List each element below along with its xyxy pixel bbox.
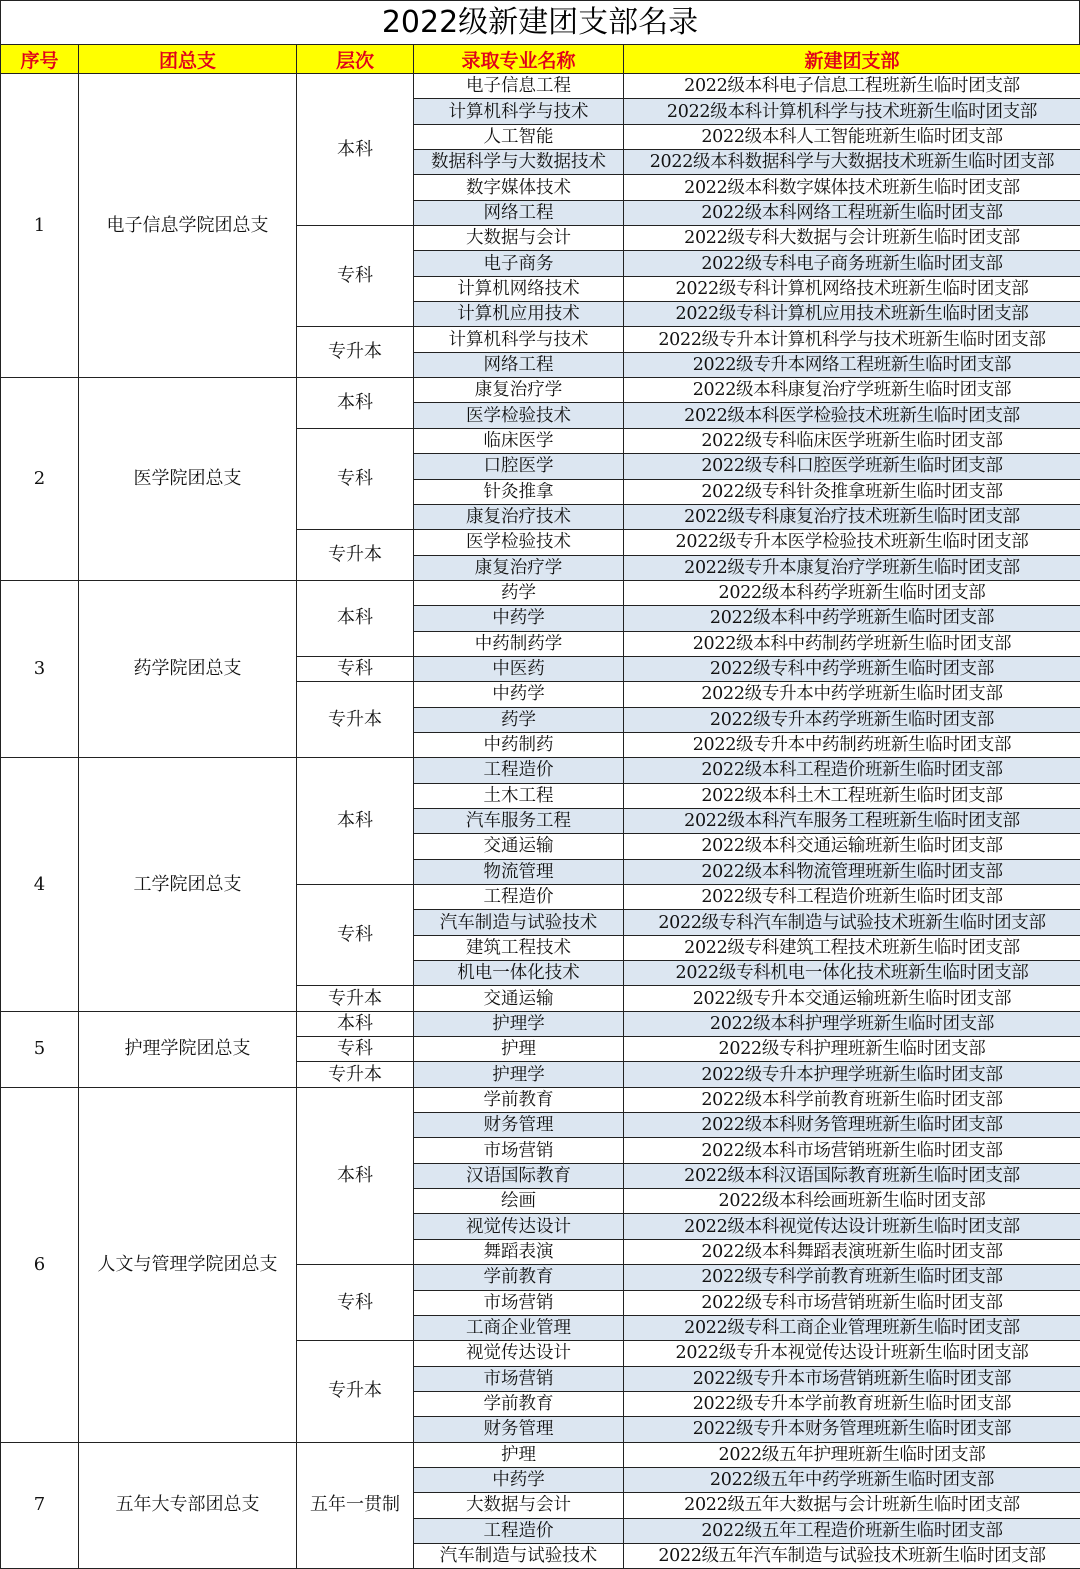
major-cell: 汽车制造与试验技术 <box>414 1543 624 1568</box>
major-cell: 学前教育 <box>414 1087 624 1112</box>
major-cell: 护理 <box>414 1037 624 1062</box>
table-row <box>1 1011 1080 1036</box>
page-title: 2022级新建团支部名录 <box>0 0 1080 44</box>
level-cell: 专科 <box>297 656 414 681</box>
new-branch-cell: 2022级本科财务管理班新生临时团支部 <box>624 1113 1080 1138</box>
major-cell: 汉语国际教育 <box>414 1163 624 1188</box>
group-index: 2 <box>1 378 79 581</box>
new-branch-cell: 2022级专科建筑工程技术班新生临时团支部 <box>624 935 1080 960</box>
major-cell: 数据科学与大数据技术 <box>414 150 624 175</box>
new-branch-cell: 2022级专科临床医学班新生临时团支部 <box>624 428 1080 453</box>
new-branch-cell: 2022级专科电子商务班新生临时团支部 <box>624 251 1080 276</box>
new-branch-cell: 2022级专科大数据与会计班新生临时团支部 <box>624 226 1080 251</box>
major-cell: 数字媒体技术 <box>414 175 624 200</box>
new-branch-cell: 2022级本科中药学班新生临时团支部 <box>624 606 1080 631</box>
new-branch-cell: 2022级本科数据科学与大数据技术班新生临时团支部 <box>624 150 1080 175</box>
major-cell: 中药学 <box>414 1467 624 1492</box>
major-cell: 学前教育 <box>414 1391 624 1416</box>
group-index: 3 <box>1 580 79 757</box>
major-cell: 康复治疗学 <box>414 555 624 580</box>
major-cell: 舞蹈表演 <box>414 1239 624 1264</box>
level-cell: 专科 <box>297 1037 414 1062</box>
major-cell: 口腔医学 <box>414 454 624 479</box>
new-branch-cell: 2022级本科交通运输班新生临时团支部 <box>624 834 1080 859</box>
major-cell: 大数据与会计 <box>414 226 624 251</box>
new-branch-cell: 2022级五年护理班新生临时团支部 <box>624 1442 1080 1467</box>
new-branch-cell: 2022级本科视觉传达设计班新生临时团支部 <box>624 1214 1080 1239</box>
new-branch-cell: 2022级本科药学班新生临时团支部 <box>624 580 1080 605</box>
table-row <box>1 378 1080 403</box>
major-cell: 药学 <box>414 707 624 732</box>
major-cell: 计算机应用技术 <box>414 302 624 327</box>
major-cell: 工商企业管理 <box>414 1315 624 1340</box>
table-row <box>1 1087 1080 1112</box>
level-cell: 专科 <box>297 885 414 986</box>
new-branch-cell: 2022级本科计算机科学与技术班新生临时团支部 <box>624 99 1080 124</box>
level-cell: 本科 <box>297 378 414 429</box>
major-cell: 计算机科学与技术 <box>414 99 624 124</box>
group-index: 7 <box>1 1442 79 1569</box>
major-cell: 中药制药学 <box>414 631 624 656</box>
new-branch-cell: 2022级专科汽车制造与试验技术班新生临时团支部 <box>624 910 1080 935</box>
new-branch-cell: 2022级专升本中药学班新生临时团支部 <box>624 682 1080 707</box>
major-cell: 网络工程 <box>414 200 624 225</box>
new-branch-cell: 2022级本科舞蹈表演班新生临时团支部 <box>624 1239 1080 1264</box>
new-branch-cell: 2022级专科计算机应用技术班新生临时团支部 <box>624 302 1080 327</box>
new-branch-cell: 2022级本科中药制药学班新生临时团支部 <box>624 631 1080 656</box>
new-branch-cell: 2022级专科学前教育班新生临时团支部 <box>624 1265 1080 1290</box>
group-branch: 工学院团总支 <box>79 758 297 1011</box>
major-cell: 交通运输 <box>414 834 624 859</box>
major-cell: 物流管理 <box>414 859 624 884</box>
major-cell: 人工智能 <box>414 124 624 149</box>
new-branch-cell: 2022级本科绘画班新生临时团支部 <box>624 1189 1080 1214</box>
major-cell: 护理 <box>414 1442 624 1467</box>
new-branch-cell: 2022级专升本计算机科学与技术班新生临时团支部 <box>624 327 1080 352</box>
level-cell: 专升本 <box>297 682 414 758</box>
new-branch-cell: 2022级专科康复治疗技术班新生临时团支部 <box>624 504 1080 529</box>
table-row <box>1 74 1080 99</box>
level-cell: 专升本 <box>297 1341 414 1442</box>
major-cell: 电子商务 <box>414 251 624 276</box>
major-cell: 医学检验技术 <box>414 530 624 555</box>
new-branch-cell: 2022级本科市场营销班新生临时团支部 <box>624 1138 1080 1163</box>
new-branch-cell: 2022级专升本康复治疗学班新生临时团支部 <box>624 555 1080 580</box>
new-branch-cell: 2022级本科电子信息工程班新生临时团支部 <box>624 74 1080 99</box>
major-cell: 临床医学 <box>414 428 624 453</box>
major-cell: 工程造价 <box>414 1518 624 1543</box>
major-cell: 针灸推拿 <box>414 479 624 504</box>
new-branch-cell: 2022级专科工商企业管理班新生临时团支部 <box>624 1315 1080 1340</box>
table-row <box>1 1442 1080 1467</box>
group-branch: 医学院团总支 <box>79 378 297 581</box>
level-cell: 本科 <box>297 74 414 226</box>
level-cell: 专科 <box>297 428 414 529</box>
major-cell: 财务管理 <box>414 1417 624 1442</box>
new-branch-cell: 2022级本科康复治疗学班新生临时团支部 <box>624 378 1080 403</box>
new-branch-cell: 2022级本科数字媒体技术班新生临时团支部 <box>624 175 1080 200</box>
new-branch-cell: 2022级专升本医学检验技术班新生临时团支部 <box>624 530 1080 555</box>
group-index: 5 <box>1 1011 79 1087</box>
major-cell: 土木工程 <box>414 783 624 808</box>
new-branch-cell: 2022级本科工程造价班新生临时团支部 <box>624 758 1080 783</box>
new-branch-cell: 2022级本科汽车服务工程班新生临时团支部 <box>624 808 1080 833</box>
major-cell: 市场营销 <box>414 1290 624 1315</box>
major-cell: 市场营销 <box>414 1366 624 1391</box>
new-branch-cell: 2022级专升本护理学班新生临时团支部 <box>624 1062 1080 1087</box>
major-cell: 中药学 <box>414 682 624 707</box>
major-cell: 财务管理 <box>414 1113 624 1138</box>
major-cell: 中医药 <box>414 656 624 681</box>
new-branch-cell: 2022级专科机电一体化技术班新生临时团支部 <box>624 961 1080 986</box>
major-cell: 汽车制造与试验技术 <box>414 910 624 935</box>
major-cell: 中药学 <box>414 606 624 631</box>
header-index: 序号 <box>1 45 79 74</box>
level-cell: 专升本 <box>297 1062 414 1087</box>
group-index: 6 <box>1 1087 79 1442</box>
new-branch-cell: 2022级五年工程造价班新生临时团支部 <box>624 1518 1080 1543</box>
major-cell: 医学检验技术 <box>414 403 624 428</box>
major-cell: 视觉传达设计 <box>414 1341 624 1366</box>
major-cell: 计算机科学与技术 <box>414 327 624 352</box>
new-branch-cell: 2022级本科汉语国际教育班新生临时团支部 <box>624 1163 1080 1188</box>
group-branch: 电子信息学院团总支 <box>79 74 297 378</box>
new-branch-cell: 2022级专科工程造价班新生临时团支部 <box>624 885 1080 910</box>
level-cell: 本科 <box>297 1011 414 1036</box>
header-branch: 团总支 <box>79 45 297 74</box>
group-branch: 药学院团总支 <box>79 580 297 757</box>
group-branch: 五年大专部团总支 <box>79 1442 297 1569</box>
new-branch-cell: 2022级专升本药学班新生临时团支部 <box>624 707 1080 732</box>
new-branch-cell: 2022级专科计算机网络技术班新生临时团支部 <box>624 276 1080 301</box>
new-branch-cell: 2022级本科学前教育班新生临时团支部 <box>624 1087 1080 1112</box>
new-branch-cell: 2022级专升本中药制药班新生临时团支部 <box>624 732 1080 757</box>
level-cell: 本科 <box>297 580 414 656</box>
group-branch: 人文与管理学院团总支 <box>79 1087 297 1442</box>
major-cell: 护理学 <box>414 1062 624 1087</box>
new-branch-cell: 2022级本科物流管理班新生临时团支部 <box>624 859 1080 884</box>
new-branch-cell: 2022级专升本交通运输班新生临时团支部 <box>624 986 1080 1011</box>
new-branch-cell: 2022级五年中药学班新生临时团支部 <box>624 1467 1080 1492</box>
major-cell: 工程造价 <box>414 885 624 910</box>
table-row <box>1 758 1080 783</box>
table-row <box>1 580 1080 605</box>
major-cell: 交通运输 <box>414 986 624 1011</box>
new-branch-cell: 2022级本科土木工程班新生临时团支部 <box>624 783 1080 808</box>
group-index: 1 <box>1 74 79 378</box>
major-cell: 建筑工程技术 <box>414 935 624 960</box>
level-cell: 五年一贯制 <box>297 1442 414 1569</box>
major-cell: 护理学 <box>414 1011 624 1036</box>
header-new-branch: 新建团支部 <box>624 45 1080 74</box>
major-cell: 电子信息工程 <box>414 74 624 99</box>
major-cell: 工程造价 <box>414 758 624 783</box>
major-cell: 市场营销 <box>414 1138 624 1163</box>
level-cell: 专升本 <box>297 530 414 581</box>
major-cell: 药学 <box>414 580 624 605</box>
new-branch-cell: 2022级专科护理班新生临时团支部 <box>624 1037 1080 1062</box>
new-branch-cell: 2022级专科中药学班新生临时团支部 <box>624 656 1080 681</box>
major-cell: 康复治疗学 <box>414 378 624 403</box>
branch-table <box>0 44 1080 1569</box>
group-branch: 护理学院团总支 <box>79 1011 297 1087</box>
new-branch-cell: 2022级专升本市场营销班新生临时团支部 <box>624 1366 1080 1391</box>
major-cell: 汽车服务工程 <box>414 808 624 833</box>
major-cell: 绘画 <box>414 1189 624 1214</box>
major-cell: 网络工程 <box>414 352 624 377</box>
new-branch-cell: 2022级专科口腔医学班新生临时团支部 <box>624 454 1080 479</box>
level-cell: 本科 <box>297 1087 414 1264</box>
new-branch-cell: 2022级专科市场营销班新生临时团支部 <box>624 1290 1080 1315</box>
new-branch-cell: 2022级五年汽车制造与试验技术班新生临时团支部 <box>624 1543 1080 1568</box>
major-cell: 康复治疗技术 <box>414 504 624 529</box>
group-index: 4 <box>1 758 79 1011</box>
level-cell: 本科 <box>297 758 414 885</box>
new-branch-cell: 2022级专升本网络工程班新生临时团支部 <box>624 352 1080 377</box>
new-branch-cell: 2022级专科针灸推拿班新生临时团支部 <box>624 479 1080 504</box>
new-branch-cell: 2022级本科人工智能班新生临时团支部 <box>624 124 1080 149</box>
major-cell: 计算机网络技术 <box>414 276 624 301</box>
header-level: 层次 <box>297 45 414 74</box>
level-cell: 专科 <box>297 226 414 327</box>
new-branch-cell: 2022级本科护理学班新生临时团支部 <box>624 1011 1080 1036</box>
new-branch-cell: 2022级五年大数据与会计班新生临时团支部 <box>624 1493 1080 1518</box>
major-cell: 视觉传达设计 <box>414 1214 624 1239</box>
header-major: 录取专业名称 <box>414 45 624 74</box>
level-cell: 专升本 <box>297 986 414 1011</box>
header-row <box>1 45 1080 74</box>
new-branch-cell: 2022级本科医学检验技术班新生临时团支部 <box>624 403 1080 428</box>
major-cell: 大数据与会计 <box>414 1493 624 1518</box>
level-cell: 专科 <box>297 1265 414 1341</box>
new-branch-cell: 2022级专升本财务管理班新生临时团支部 <box>624 1417 1080 1442</box>
major-cell: 学前教育 <box>414 1265 624 1290</box>
level-cell: 专升本 <box>297 327 414 378</box>
major-cell: 中药制药 <box>414 732 624 757</box>
new-branch-cell: 2022级专升本学前教育班新生临时团支部 <box>624 1391 1080 1416</box>
new-branch-cell: 2022级专升本视觉传达设计班新生临时团支部 <box>624 1341 1080 1366</box>
new-branch-cell: 2022级本科网络工程班新生临时团支部 <box>624 200 1080 225</box>
major-cell: 机电一体化技术 <box>414 961 624 986</box>
